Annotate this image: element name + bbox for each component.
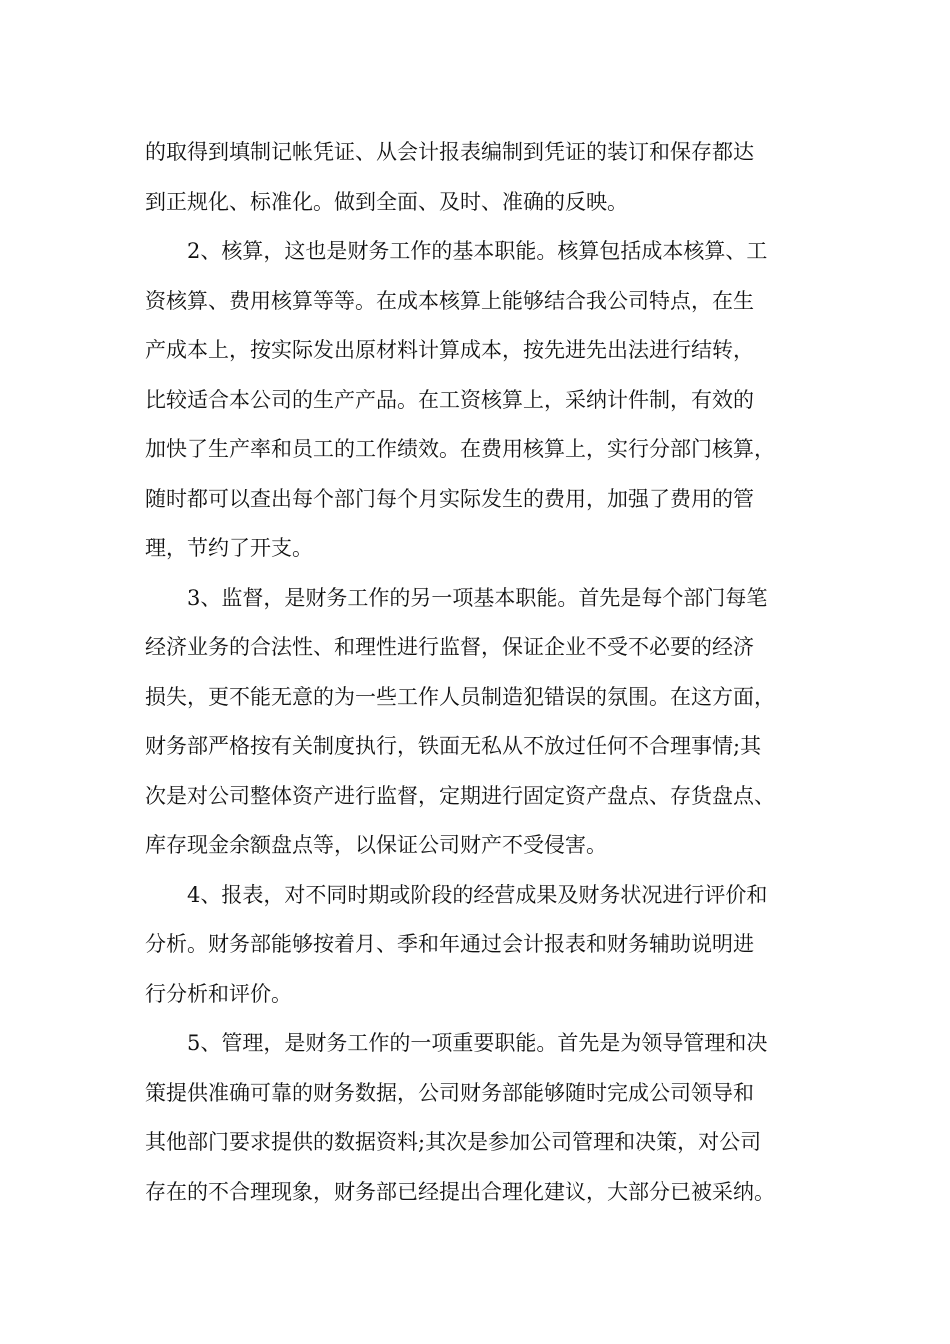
text-line: 分析。财务部能够按着月、季和年通过会计报表和财务辅助说明进	[145, 932, 754, 956]
text-line: 产成本上，按实际发出原材料计算成本，按先进先出法进行结转，	[145, 338, 754, 362]
text-line: 存在的不合理现象，财务部已经提出合理化建议，大部分已被采纳。	[145, 1179, 775, 1204]
text-line: 策提供准确可靠的财务数据，公司财务部能够随时完成公司领导和	[145, 1080, 754, 1105]
text-line: 其他部门要求提供的数据资料;其次是参加公司管理和决策，对公司	[145, 1130, 762, 1154]
text-line: 损失，更不能无意的为一些工作人员制造犯错误的氛围。在这方面，	[145, 684, 775, 709]
text-line: 比较适合本公司的生产产品。在工资核算上，采纳计件制，有效的	[145, 387, 754, 412]
text-line: 随时都可以查出每个部门每个月实际发生的费用，加强了费用的管	[145, 486, 754, 511]
paragraph-start-line: 5、管理，是财务工作的一项重要职能。首先是为领导管理和决	[187, 1031, 768, 1055]
paragraph-start-line: 3、监督，是财务工作的另一项基本职能。首先是每个部门每笔	[187, 585, 768, 610]
text-line: 资核算、费用核算等等。在成本核算上能够结合我公司特点，在生	[145, 288, 754, 313]
text-line: 经济业务的合法性、和理性进行监督，保证企业不受不必要的经济	[145, 635, 754, 659]
text-line: 的取得到填制记帐凭证、从会计报表编制到凭证的装订和保存都达	[145, 140, 754, 164]
text-line: 库存现金余额盘点等，以保证公司财产不受侵害。	[145, 833, 607, 857]
text-line: 财务部严格按有关制度执行，铁面无私从不放过任何不合理事情;其	[145, 734, 762, 758]
text-line: 行分析和评价。	[145, 981, 292, 1006]
text-line: 理，节约了开支。	[145, 536, 313, 560]
text-line: 加快了生产率和员工的工作绩效。在费用核算上，实行分部门核算，	[145, 437, 775, 461]
paragraph-start-line: 4、报表，对不同时期或阶段的经营成果及财务状况进行评价和	[187, 882, 768, 907]
text-line: 到正规化、标准化。做到全面、及时、准确的反映。	[145, 189, 628, 214]
text-line: 次是对公司整体资产进行监督，定期进行固定资产盘点、存货盘点、	[145, 783, 775, 808]
paragraph-start-line: 2、核算，这也是财务工作的基本职能。核算包括成本核算、工	[187, 239, 768, 263]
body-text	[145, 128, 825, 1217]
